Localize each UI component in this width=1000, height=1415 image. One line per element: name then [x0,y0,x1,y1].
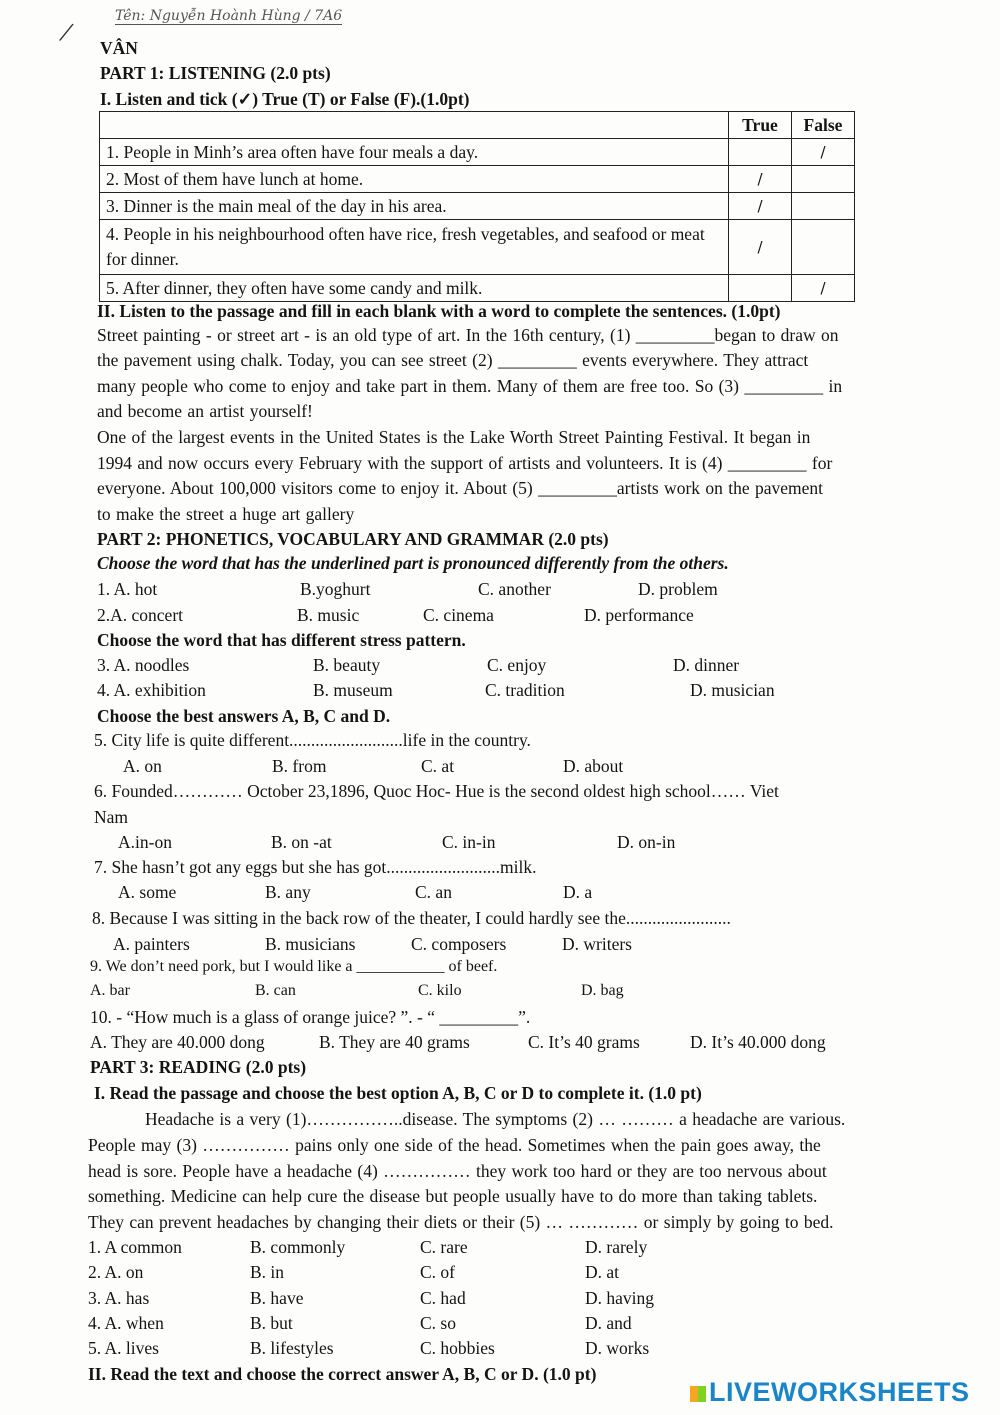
answer-option[interactable]: A. some [118,882,177,902]
passage-line: the pavement using chalk. Today, you can see street (2) _________ events everywhere. They attract [97,350,809,370]
answer-option[interactable]: D. about [563,756,624,776]
answer-option[interactable]: A. They are 40.000 dong [90,1032,265,1052]
table-row: 2. Most of them have lunch at home. / [100,166,855,193]
question-8-stem: 8. Because I was sitting in the back row of the theater, I could hardly see the........................ [92,908,731,928]
answer-option[interactable]: D. It’s 40.000 dong [690,1032,826,1052]
reading-answer-option[interactable]: D. rarely [585,1237,648,1257]
true-cell[interactable]: / [729,220,792,275]
answer-option[interactable]: 2.A. concert [97,605,184,625]
false-cell[interactable] [792,166,855,193]
answer-option[interactable]: D. dinner [673,655,740,675]
answer-option[interactable]: C. another [478,579,551,599]
col-true: True [729,112,792,139]
answer-option[interactable]: B. music [297,605,360,625]
answer-option[interactable]: C. at [421,756,455,776]
passage-line: and become an artist yourself! [97,401,313,421]
reading-answer-option[interactable]: C. of [420,1262,455,1283]
answer-option[interactable]: D. a [563,882,593,902]
part1-title: PART 1: LISTENING (2.0 pts) [100,63,331,83]
reading-answer-option[interactable]: D. works [585,1338,650,1359]
reading-answer-option[interactable]: 5. A. lives [88,1338,159,1359]
passage-line: 1994 and now occurs every February with the support of artists and volunteers. It is (4) _________ for [97,453,833,473]
reading-answer-option[interactable]: C. so [420,1312,456,1333]
reading-answer-option[interactable]: 4. A. when [88,1312,164,1333]
reading-section1-title: I. Read the passage and choose the best option A, B, C or D to complete it. (1.0 pt) [94,1083,702,1103]
instruction-best-answer: Choose the best answers A, B, C and D. [97,706,391,726]
handwritten-name: Tên: Nguyễn Hoành Hùng / 7A6 [115,8,343,24]
answer-option[interactable]: B. They are 40 grams [319,1032,470,1052]
reading-answer-option[interactable]: B. commonly [250,1237,346,1257]
passage-line: Street painting - or street art - is an old type of art. In the 16th century, (1) _________began to draw on [97,325,839,345]
answer-option[interactable]: B. musicians [265,934,356,954]
instruction-stress: Choose the word that has different stress pattern. [97,630,466,650]
false-cell[interactable]: / [792,275,855,302]
answer-option[interactable]: D. musician [690,680,775,700]
liveworksheets-logo: LIVEWORKSHEETS [690,1377,970,1408]
false-cell[interactable] [792,220,855,275]
answer-option[interactable]: D. writers [562,934,632,954]
answer-option[interactable]: C. tradition [485,680,565,700]
answer-option[interactable]: C. It’s 40 grams [528,1032,640,1052]
reading-answer-option[interactable]: C. rare [420,1237,468,1257]
subject-label: VÂN [100,38,138,58]
table-row: 5. After dinner, they often have some candy and milk. / [100,275,855,302]
instruction-pronunciation: Choose the word that has the underlined part is pronounced differently from the others. [97,553,729,573]
reading-answer-option[interactable]: 3. A. has [88,1287,150,1308]
reading-answer-option[interactable]: B. have [250,1287,304,1308]
answer-option[interactable]: C. composers [411,934,507,954]
reading-passage-line: something. Medicine can help cure the disease but people usually have to do more than taking tablets. [88,1186,818,1206]
reading-answer-option[interactable]: 2. A. on [88,1262,144,1283]
answer-option[interactable]: B. on -at [271,832,332,852]
part2-title: PART 2: PHONETICS, VOCABULARY AND GRAMMAR (2.0 pts) [97,529,609,549]
question-5-stem: 5. City life is quite different..........................life in the country. [94,730,531,750]
part3-title: PART 3: READING (2.0 pts) [90,1057,307,1077]
true-cell[interactable] [729,139,792,166]
section1-title: I. Listen and tick (✓) True (T) or False (F).(1.0pt) [100,89,470,109]
table-row: 3. Dinner is the main meal of the day in his area. / [100,193,855,220]
question-7-stem: 7. She hasn’t got any eggs but she has got..........................milk. [94,857,537,877]
passage-line: to make the street a huge art gallery [97,504,355,524]
answer-option[interactable]: A. painters [113,934,190,954]
answer-option[interactable]: C. cinema [423,605,494,625]
false-cell[interactable]: / [792,139,855,166]
answer-option[interactable]: 4. A. exhibition [97,680,206,700]
reading-passage-line: People may (3) …………… pains only one side of the head. Sometimes when the pain goes away, the [88,1135,821,1155]
reading-passage-line: They can prevent headaches by changing their diets or their (5) … ………… or simply by going to bed. [88,1212,834,1232]
true-cell[interactable]: / [729,193,792,220]
pen-mark: / [56,15,76,50]
passage-line: One of the largest events in the United States is the Lake Worth Street Painting Festival. It began in [97,427,811,447]
reading-answer-option[interactable]: C. had [420,1287,466,1308]
logo-icon [690,1386,706,1402]
reading-section2-title: II. Read the text and choose the correct answer A, B, C or D. (1.0 pt) [88,1364,597,1384]
answer-option[interactable]: C. in-in [442,832,496,852]
passage-line: many people who come to enjoy and take part in them. Many of them are free too. So (3) _________ in [97,376,843,396]
answer-option[interactable]: D. performance [584,605,694,625]
answer-option[interactable]: B. museum [313,680,393,700]
reading-answer-option[interactable]: D. at [585,1262,620,1283]
question-6-stem-cont: Nam [94,807,129,827]
reading-answer-option[interactable]: C. hobbies [420,1338,495,1359]
answer-option[interactable]: B. beauty [313,655,381,675]
answer-option[interactable]: D. problem [638,579,718,599]
true-cell[interactable] [729,275,792,302]
section2-title: II. Listen to the passage and fill in each blank with a word to complete the sentences. (1.0pt) [97,301,781,321]
question-9-stem: 9. We don’t need pork, but I would like a ___________ of beef. [90,958,498,975]
answer-option[interactable]: D. bag [581,982,624,999]
false-cell[interactable] [792,193,855,220]
passage-line: everyone. About 100,000 visitors come to enjoy it. About (5) _________artists work on the pavement [97,478,824,498]
answer-option[interactable]: B.yoghurt [300,579,371,599]
true-false-table [99,111,855,302]
answer-option[interactable]: B. from [272,756,327,776]
reading-answer-option[interactable]: D. having [585,1287,655,1308]
answer-option[interactable]: A.in-on [118,832,172,852]
question-10-stem: 10. - “How much is a glass of orange juice? ”. - “ _________”. [90,1007,531,1027]
col-false: False [792,112,855,139]
true-cell[interactable]: / [729,166,792,193]
answer-option[interactable]: B. any [265,882,311,902]
answer-option[interactable]: D. on-in [617,832,676,852]
answer-option[interactable]: A. bar [90,982,130,999]
table-row: 1. People in Minh’s area often have four meals a day. / [100,139,855,166]
reading-answer-option[interactable]: 1. A common [88,1237,182,1257]
answer-option[interactable]: B. can [255,982,296,999]
answer-option[interactable]: C. an [415,882,452,902]
reading-answer-option[interactable]: D. and [585,1312,632,1333]
reading-passage-line: head is sore. People have a headache (4) …………… they work too hard or they are too nervous about [88,1161,827,1181]
reading-answer-option[interactable]: B. but [250,1312,293,1333]
answer-option[interactable]: C. enjoy [487,655,547,675]
answer-option[interactable]: 3. A. noodles [97,655,190,675]
answer-option[interactable]: 1. A. hot [97,579,158,599]
reading-answer-option[interactable]: B. in [250,1262,285,1283]
table-row: 4. People in his neighbourhood often have rice, fresh vegetables, and seafood or meat for dinner. / [100,220,855,275]
answer-option[interactable]: A. on [123,756,162,776]
answer-option[interactable]: C. kilo [418,982,462,999]
reading-answer-option[interactable]: B. lifestyles [250,1338,334,1359]
question-6-stem: 6. Founded………… October 23,1896, Quoc Hoc- Hue is the second oldest high school…… Viet [94,781,779,801]
reading-passage-line: Headache is a very (1)……………..disease. The symptoms (2) … ……… a headache are various. [145,1109,846,1129]
